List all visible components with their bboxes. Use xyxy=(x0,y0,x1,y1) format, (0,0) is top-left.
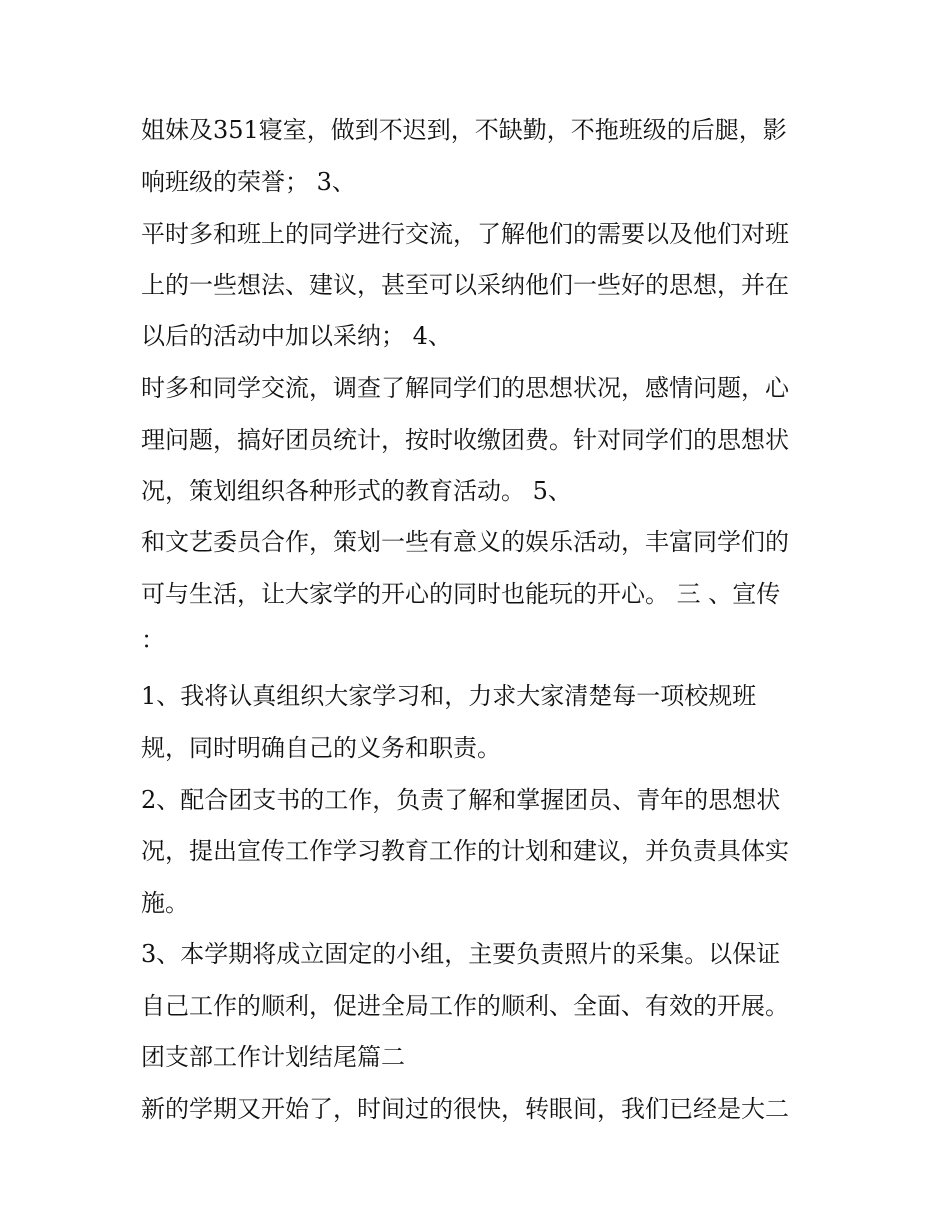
text-line: 和文艺委员合作，策划一些有意义的娱乐活动，丰富同学们的 xyxy=(141,528,789,556)
text-line: 新的学期又开始了，时间过的很快，转眼间，我们已经是大二 xyxy=(141,1095,789,1123)
text-line: 2、配合团支书的工作，负责了解和掌握团员、青年的思想状 xyxy=(141,786,781,814)
text-line: 况，提出宣传工作学习教育工作的计划和建议，并负责具体实 xyxy=(141,837,789,865)
text-line: 上的一些想法、建议，甚至可以采纳他们一些好的思想，并在 xyxy=(141,271,789,299)
text-line: 施。 xyxy=(141,889,189,917)
text-line: 3、本学期将成立固定的小组，主要负责照片的采集。以保证 xyxy=(141,940,781,968)
text-line: 以后的活动中加以采纳； 4、 xyxy=(141,322,452,350)
text-line: ： xyxy=(141,626,165,654)
text-line: 1、我将认真组织大家学习和，力求大家清楚每一项校规班 xyxy=(141,682,757,710)
section-heading: 团支部工作计划结尾篇二 xyxy=(141,1043,405,1071)
text-line: 平时多和班上的同学进行交流，了解他们的需要以及他们对班 xyxy=(141,220,789,248)
text-line: 时多和同学交流，调查了解同学们的思想状况，感情问题，心 xyxy=(141,374,789,402)
text-line: 自己工作的顺利，促进全局工作的顺利、全面、有效的开展。 xyxy=(141,992,789,1020)
text-line: 可与生活，让大家学的开心的同时也能玩的开心。 三 、宣传 xyxy=(141,580,781,608)
text-line: 理问题，搞好团员统计，按时收缴团费。针对同学们的思想状 xyxy=(141,426,789,454)
text-line: 规，同时明确自己的义务和职责。 xyxy=(141,734,501,762)
text-line: 响班级的荣誉； 3、 xyxy=(141,168,356,196)
text-line: 姐妹及351寝室，做到不迟到，不缺勤，不拖班级的后腿，影 xyxy=(141,116,787,144)
text-line: 况，策划组织各种形式的教育活动。 5、 xyxy=(141,477,572,505)
